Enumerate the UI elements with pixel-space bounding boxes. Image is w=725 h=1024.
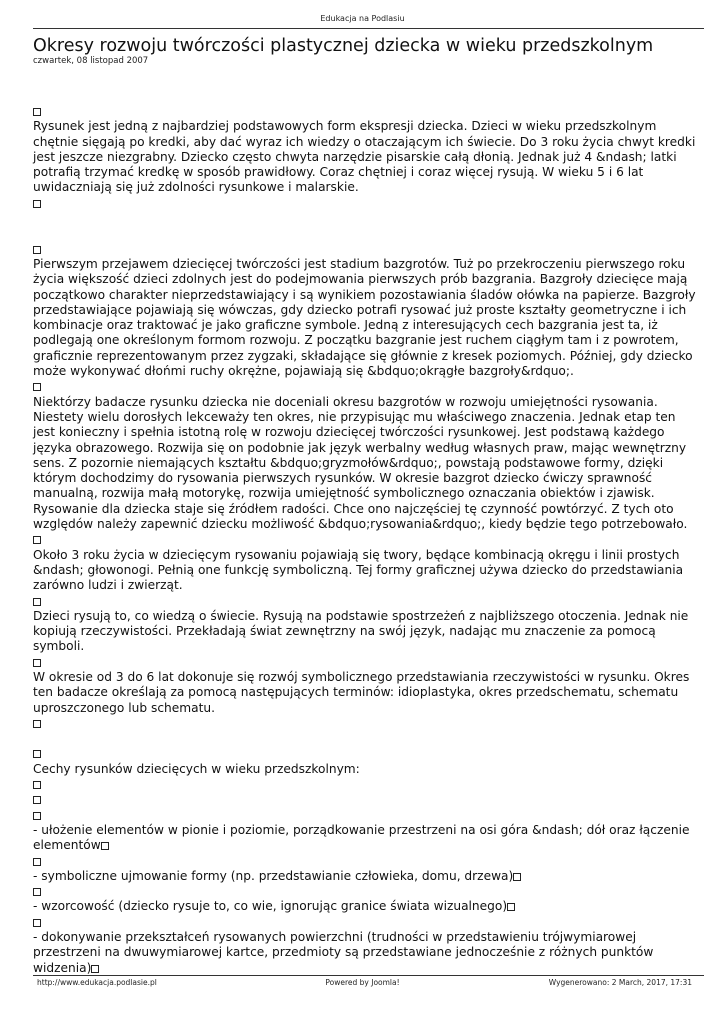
missing-glyph-box: [33, 594, 699, 609]
list-item-text: - symboliczne ujmowanie formy (np. przedstawianie człowieka, domu, drzewa): [33, 868, 514, 883]
paragraph: Rysunek jest jedną z najbardziej podstawowych form ekspresji dziecka. Dzieci w wieku przedszkolnym chętnie sięgają po kredki, aby dać wyraz ich wiedzy o otaczającym ich świecie. Do 3 roku życia chwyt kredki jest jeszcze niezgrabny. Dziecko często chwyta narzędzie pisarskie całą dłonią. Jednak już 4 &ndash; latki potrafią trzymać kredkę w sposób prawidłowy. Coraz chętniej i coraz więcej rysują. W wieku 5 i 6 lat uwidaczniają się już zdolności rysunkowe i malarskie.: [33, 119, 696, 195]
list-item-text: - wzorcowość (dziecko rysuje to, co wie, ignorując granice świata wizualnego): [33, 899, 508, 914]
missing-glyph-box: [33, 792, 699, 807]
footer-powered-by: Powered by Joomla!: [325, 978, 400, 987]
article-date: czwartek, 08 listopad 2007: [33, 56, 149, 66]
article-title: Okresy rozwoju twórczości plastycznej dziecka w wieku przedszkolnym: [33, 36, 654, 56]
missing-glyph-box: [33, 915, 699, 930]
list-item-text: - dokonywanie przekształceń rysowanych powierzchni (trudności w przedstawieniu trójwymiarowej przestrzeni na dwuwymiarowej kartce, przedmioty są przedstawiane jednocześnie z różnych punktów widzenia): [33, 930, 654, 975]
footer-divider: [33, 975, 704, 976]
list-item: [33, 869, 521, 883]
site-header: Edukacja na Podlasiu: [320, 14, 405, 23]
paragraph: W okresie od 3 do 6 lat dokonuje się rozwój symbolicznego przedstawiania rzeczywistości w rysunku. Okres ten badacze określają za pomocą następujących terminów: idioplastyka, okres przedschematu, schematu uproszczonego lub schematu.: [33, 669, 690, 715]
missing-glyph-box: [101, 842, 109, 850]
paragraph: Około 3 roku życia w dziecięcym rysowaniu pojawiają się twory, będące kombinacją okręgu i linii prostych &ndash; głowonogi. Pełnią one funkcję symboliczną. Tej formy graficznej używa dziecko do przedstawiania zarówno ludzi i zwierząt.: [33, 547, 684, 593]
missing-glyph-box: [33, 808, 699, 823]
missing-glyph-box: [33, 854, 699, 869]
missing-glyph-box: [33, 716, 699, 731]
list-item: [33, 930, 653, 975]
missing-glyph-box: [507, 903, 515, 911]
missing-glyph-box: [33, 379, 699, 394]
missing-glyph-box: [513, 873, 521, 881]
list-item: [33, 899, 515, 913]
header-divider: [33, 28, 704, 29]
paragraph: Cechy rysunków dziecięcych w wieku przedszkolnym:: [33, 761, 360, 776]
list-item-text: - ułożenie elementów w pionie i poziomie, porządkowanie przestrzeni na osi góra &ndash; dół oraz łączenie elementów: [33, 822, 690, 853]
missing-glyph-box: [91, 965, 99, 973]
missing-glyph-box: [33, 655, 699, 670]
paragraph: Niektórzy badacze rysunku dziecka nie doceniali okresu bazgrotów w rozwoju umiejętności rysowania. Niestety wielu dorosłych lekceważy ten okres, nie przypisując mu właściwego znaczenia. Jednak etap ten jest konieczny i spełnia istotną rolę w rozwoju dziecięcej twórczości rysunkowej. Jest podstawą każdego języka obrazowego. Rozwija się on podobnie jak język werbalny według własnych praw, mając wewnętrzny sens. Z pozornie niemających kształtu &bdquo;gryzmołów&rdquo;, powstają podstawowe formy, dzięki którym dochodzimy do rysowania pierwszych rysunków. W okresie bazgrot dziecko ćwiczy sprawność manualną, rozwija małą motorykę, rozwija umiejętność symbolicznego oznaczania obiektów i zjawisk. Rysowanie dla dziecka staje się źródłem radości. Chce ono najczęściej tę czynność powtórzyć. Z tych oto względów należy zapewnić dziecku możliwość &bdquo;rysowania&rdquo;, kiedy będzie tego potrzebowało.: [33, 394, 688, 532]
missing-glyph-box: [33, 884, 699, 899]
article-body: [33, 104, 699, 976]
missing-glyph-box: [33, 104, 699, 119]
missing-glyph-box: [33, 746, 699, 761]
missing-glyph-box: [33, 532, 699, 547]
paragraph: Pierwszym przejawem dziecięcej twórczości jest stadium bazgrotów. Tuż po przekroczeniu pierwszego roku życia większość dzieci zdolnych jest do podejmowania pierwszych prób bazgrania. Bazgroły dziecięce mają początkowo charakter nieprzedstawiający i są wynikiem pozostawiania śladów ołówka na papierze. Bazgroły przedstawiające pojawiają się wówczas, gdy dziecko potrafi rysować już proste kształty geometryczne i ich kombinacje oraz traktować je jako graficzne symbole. Jedną z interesujących cech bazgrania jest ta, iż podlegają one określonym formom rozwoju. Z początku bazgranie jest ruchem ciągłym tam i z powrotem, graficznie reprezentowanym przez zygzaki, składające się głównie z kresek poziomych. Później, gdy dziecko może wykonywać dłońmi ruchy okrężne, pojawiają się &bdquo;okrągłe bazgroły&rdquo;.: [33, 256, 696, 379]
footer-url: http://www.edukacja.podlasie.pl: [37, 978, 157, 987]
footer-generated-date: Wygenerowano: 2 March, 2017, 17:31: [548, 978, 692, 987]
paragraph: Dzieci rysują to, co wiedzą o świecie. Rysują na podstawie spostrzeżeń z najbliższego otoczenia. Jednak nie kopiują rzeczywistości. Przekładają świat zewnętrzny na swój język, nadając mu znaczenie za pomocą symboli.: [33, 608, 689, 654]
missing-glyph-box: [33, 242, 699, 257]
missing-glyph-box: [33, 777, 699, 792]
list-item: [33, 823, 689, 852]
missing-glyph-box: [33, 196, 699, 211]
